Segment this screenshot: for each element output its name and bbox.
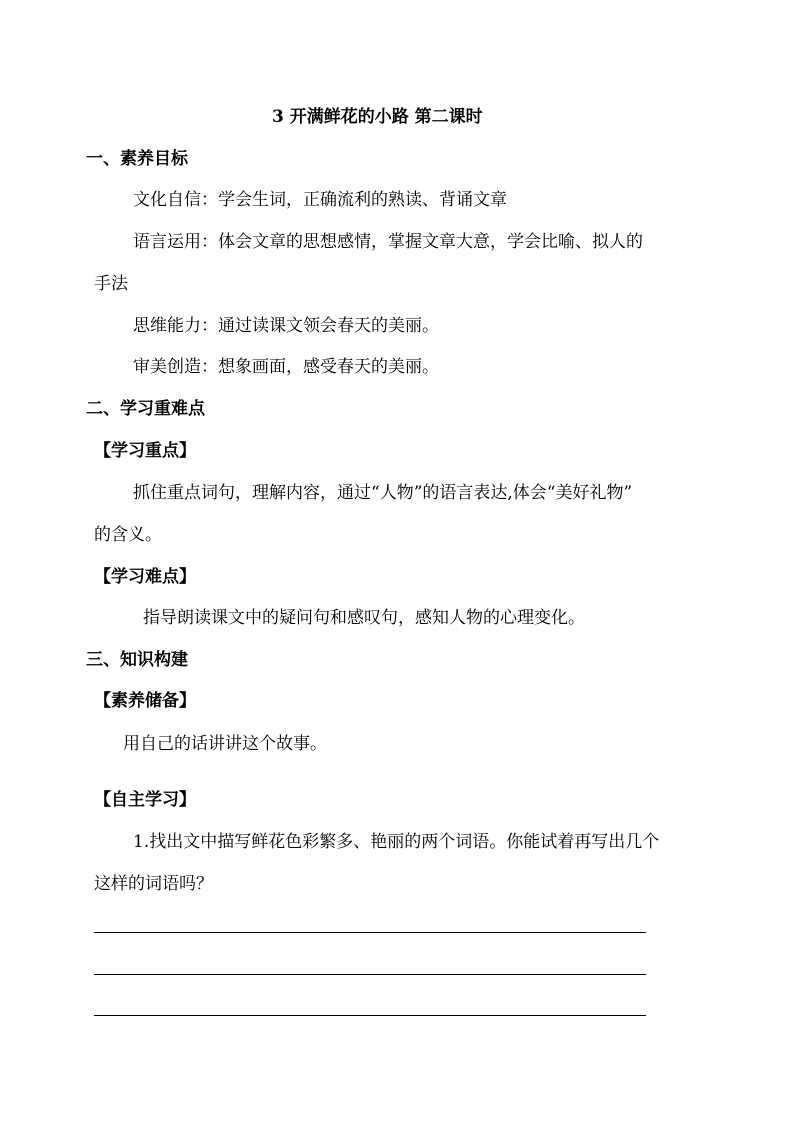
key-point-label: 【学习重点】 [94, 441, 196, 461]
reserve-text: 用自己的话讲讲这个故事。 [123, 734, 327, 754]
goal-line: 思维能力：通过读课文领会春天的美丽。 [133, 316, 439, 336]
answer-line[interactable] [94, 932, 646, 933]
answer-line[interactable] [94, 974, 646, 975]
answer-line[interactable] [94, 1015, 646, 1016]
reserve-label: 【素养储备】 [94, 691, 196, 711]
difficulty-text: 指导朗读课文中的疑问句和感叹句，感知人物的心理变化。 [143, 608, 585, 628]
section-heading-knowledge: 三、知识构建 [86, 650, 188, 670]
goal-line: 审美创造：想象画面，感受春天的美丽。 [133, 357, 439, 377]
question-text: 1.找出文中描写鲜花色彩繁多、艳丽的两个词语。你能试着再写出几个 [133, 832, 660, 852]
goal-line: 语言运用：体会文章的思想感情，掌握文章大意，学会比喻、拟人的 [133, 232, 643, 252]
self-study-label: 【自主学习】 [94, 790, 196, 810]
goal-line: 文化自信：学会生词，正确流利的熟读、背诵文章 [133, 190, 507, 210]
question-text: 这样的词语吗？ [94, 874, 213, 894]
key-point-text: 抓住重点词句，理解内容，通过“人物”的语言表达,体会“美好礼物” [133, 483, 633, 503]
page-title: 3 开满鲜花的小路 第二课时 [272, 107, 483, 127]
section-heading-goals: 一、素养目标 [86, 149, 188, 169]
difficulty-label: 【学习难点】 [94, 567, 196, 587]
key-point-text: 的含义。 [94, 525, 162, 545]
goal-line: 手法 [94, 274, 128, 294]
section-heading-key-points: 二、学习重难点 [86, 399, 205, 419]
